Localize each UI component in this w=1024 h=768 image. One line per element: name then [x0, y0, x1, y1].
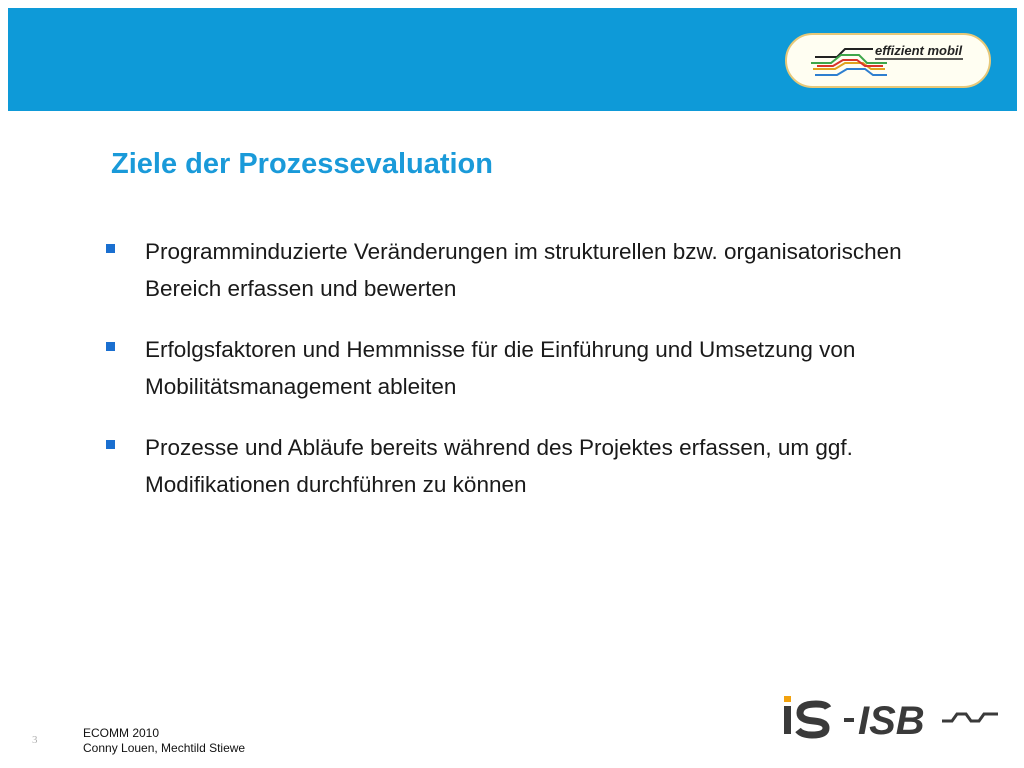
bullet-text: Erfolgsfaktoren und Hemmnisse für die Einführung und Umsetzung von Mobilitätsmanagement ableiten [145, 337, 856, 399]
logo-text: effizient mobil [875, 43, 963, 58]
bullet-list [104, 233, 904, 527]
bullet-item [104, 233, 904, 307]
bullet-square-icon [106, 342, 115, 351]
bullet-item [104, 429, 904, 503]
bullet-square-icon [106, 244, 115, 253]
slide-title: Ziele der Prozessevaluation [111, 148, 493, 180]
bullet-text: Programminduzierte Veränderungen im strukturellen bzw. organisatorischen Bereich erfassen und bewerten [145, 239, 902, 301]
is-isb-logo-icon [782, 692, 1002, 742]
footer-text [83, 726, 245, 756]
bullet-square-icon [106, 440, 115, 449]
slide-number: 3 [32, 734, 38, 746]
footer-authors: Conny Louen, Mechtild Stiewe [83, 741, 246, 755]
footer-event: ECOMM 2010 [83, 726, 160, 740]
svg-text:ISB: ISB [858, 699, 925, 742]
bullet-item [104, 331, 904, 405]
bullet-text: Prozesse und Abläufe bereits während des Projektes erfassen, um ggf. Modifikationen durchführen zu können [145, 435, 853, 497]
effizient-mobil-logo [785, 33, 991, 88]
